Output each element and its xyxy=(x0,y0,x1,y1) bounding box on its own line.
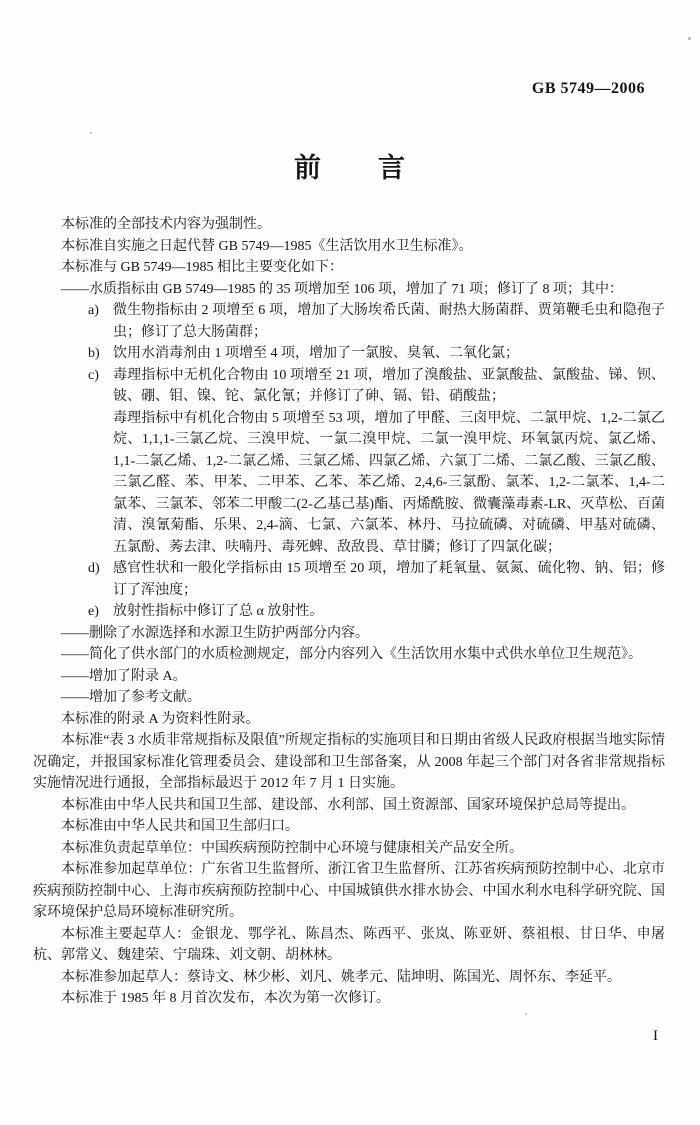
scan-speck xyxy=(688,37,691,40)
letter-item-b xyxy=(33,343,665,365)
dash-item-appendix: ——增加了附录 A。 xyxy=(61,668,187,684)
letter-label-b: b) xyxy=(88,346,100,361)
paragraph-appendix-note: 本标准的附录 A 为资料性附录。 xyxy=(61,711,260,727)
letter-item-c-continued: 毒理指标中有机化合物由 5 项增至 53 项，增加了甲醛、三卤甲烷、二氯甲烷、1,2-二氯乙烷、1,1,1-三氯乙烷、三溴甲烷、一氯二溴甲烷、二氯一溴甲烷、环氧氯丙烷、氯乙烯、1,1-二氯乙烯、1,2-二氯乙烯、三氯乙烯、四氯乙烯、六氯丁二烯、二氯乙酸、三氯乙酸、三氯乙醛、苯、甲苯、二甲苯、乙苯、苯乙烯、2,4,6-三氯酚、氯苯、1,2-二氯苯、1,4-二氯苯、三氯苯、邻苯二甲酸二(2-乙基己基)酯、丙烯酰胺、微囊藻毒素-LR、灭草松、百菌清、溴氰菊酯、乐果、2,4-滴、七氯、六氯苯、林丹、马拉硫磷、对硫磷、甲基对硫磷、五氯酚、莠去津、呋喃丹、毒死蜱、敌敌畏、草甘膦；修订了四氯化碳； xyxy=(113,410,665,555)
letter-item-c xyxy=(33,365,665,408)
dash-item-simplified: ——简化了供水部门的水质检测规定，部分内容列入《生活饮用水集中式供水单位卫生规范》。 xyxy=(61,647,642,662)
paragraph-proposed-by: 本标准由中华人民共和国卫生部、建设部、水利部、国土资源部、国家环境保护总局等提出。 xyxy=(61,797,635,813)
paragraph-chief-drafters: 本标准主要起草人：金银龙、鄂学礼、陈昌杰、陈西平、张岚、陈亚妍、蔡祖根、甘日华、申屠杭、郭常义、魏建荣、宁瑞珠、刘文朝、胡林林。 xyxy=(33,926,665,963)
letter-item-a xyxy=(33,300,665,343)
letter-label-c: c) xyxy=(88,367,99,383)
paragraph-changes-intro: 本标准与 GB 5749—1985 相比主要变化如下： xyxy=(61,260,343,275)
page-title: 前 言 xyxy=(294,153,406,183)
paragraph-scope: 本标准的全部技术内容为强制性。 xyxy=(61,217,271,232)
paragraph-replacement: 本标准自实施之日起代替 GB 5749—1985《生活饮用水卫生标准》。 xyxy=(61,238,473,254)
letter-item-d xyxy=(33,558,665,601)
letter-text-b: 饮用水消毒剂由 1 项增至 4 项，增加了一氯胺、臭氧、二氧化氯； xyxy=(113,346,519,361)
paragraph-participating-orgs: 本标准参加起草单位：广东省卫生监督所、浙江省卫生监督所、江苏省疾病预防控制中心、北京市疾病预防控制中心、上海市疾病预防控制中心、中国城镇供水排水协会、中国水利水电科学研究院、国家环境保护总局环境标准研究所。 xyxy=(33,862,665,920)
scan-speck xyxy=(525,1013,527,1015)
paragraph-participating-drafters: 本标准参加起草人：蔡诗文、林少彬、刘凡、姚孝元、陆坤明、陈国光、周怀东、李延平。 xyxy=(61,969,621,985)
paragraph-centralized-by: 本标准由中华人民共和国卫生部归口。 xyxy=(61,819,299,834)
standard-number: GB 5749—2006 xyxy=(531,80,645,97)
page-number: I xyxy=(653,1028,658,1044)
letter-text-e: 放射性指标中修订了总 α 放射性。 xyxy=(113,604,324,619)
letter-text-a: 微生物指标由 2 项增至 6 项，增加了大肠埃希氏菌、耐热大肠菌群、贾第鞭毛虫和隐孢子虫；修订了总大肠菌群； xyxy=(113,303,665,340)
letter-item-e xyxy=(33,601,665,623)
document-body xyxy=(33,214,665,1010)
dash-item-references: ——增加了参考文献。 xyxy=(61,690,201,705)
paragraph-table3-implement: 本标准“表 3 水质非常规指标及限值”所规定指标的实施项目和日期由省级人民政府根据当地实际情况确定，并报国家标准化管理委员会、建设部和卫生部备案，从 2008 年起三个部门对各省非常规指标实施情况进行通报，全部指标最迟于 2012 年 7 月 1 日实施。 xyxy=(33,733,665,791)
letter-text-d: 感官性状和一般化学指标由 15 项增至 20 项，增加了耗氧量、氨氮、硫化物、钠、铝；修订了浑浊度； xyxy=(113,561,665,598)
paragraph-history: 本标准于 1985 年 8 月首次发布，本次为第一次修订。 xyxy=(61,991,390,1006)
letter-text-c: 毒理指标中无机化合物由 10 项增至 21 项，增加了溴酸盐、亚氯酸盐、氯酸盐、锑、钡、铍、硼、钼、镍、铊、氯化氰；并修订了砷、镉、铅、硝酸盐； xyxy=(113,367,665,404)
dash-item-indicators: ——水质指标由 GB 5749—1985 的 35 项增加至 106 项，增加了 71 项；修订了 8 项；其中： xyxy=(61,281,623,297)
letter-label-d: d) xyxy=(88,561,100,576)
paragraph-chief-drafting-org: 本标准负责起草单位：中国疾病预防控制中心环境与健康相关产品安全所。 xyxy=(61,840,523,856)
dash-item-deleted: ——删除了水源选择和水源卫生防护两部分内容。 xyxy=(61,625,369,641)
letter-label-a: a) xyxy=(88,303,99,318)
letter-label-e: e) xyxy=(88,604,99,619)
scan-speck xyxy=(90,132,92,134)
